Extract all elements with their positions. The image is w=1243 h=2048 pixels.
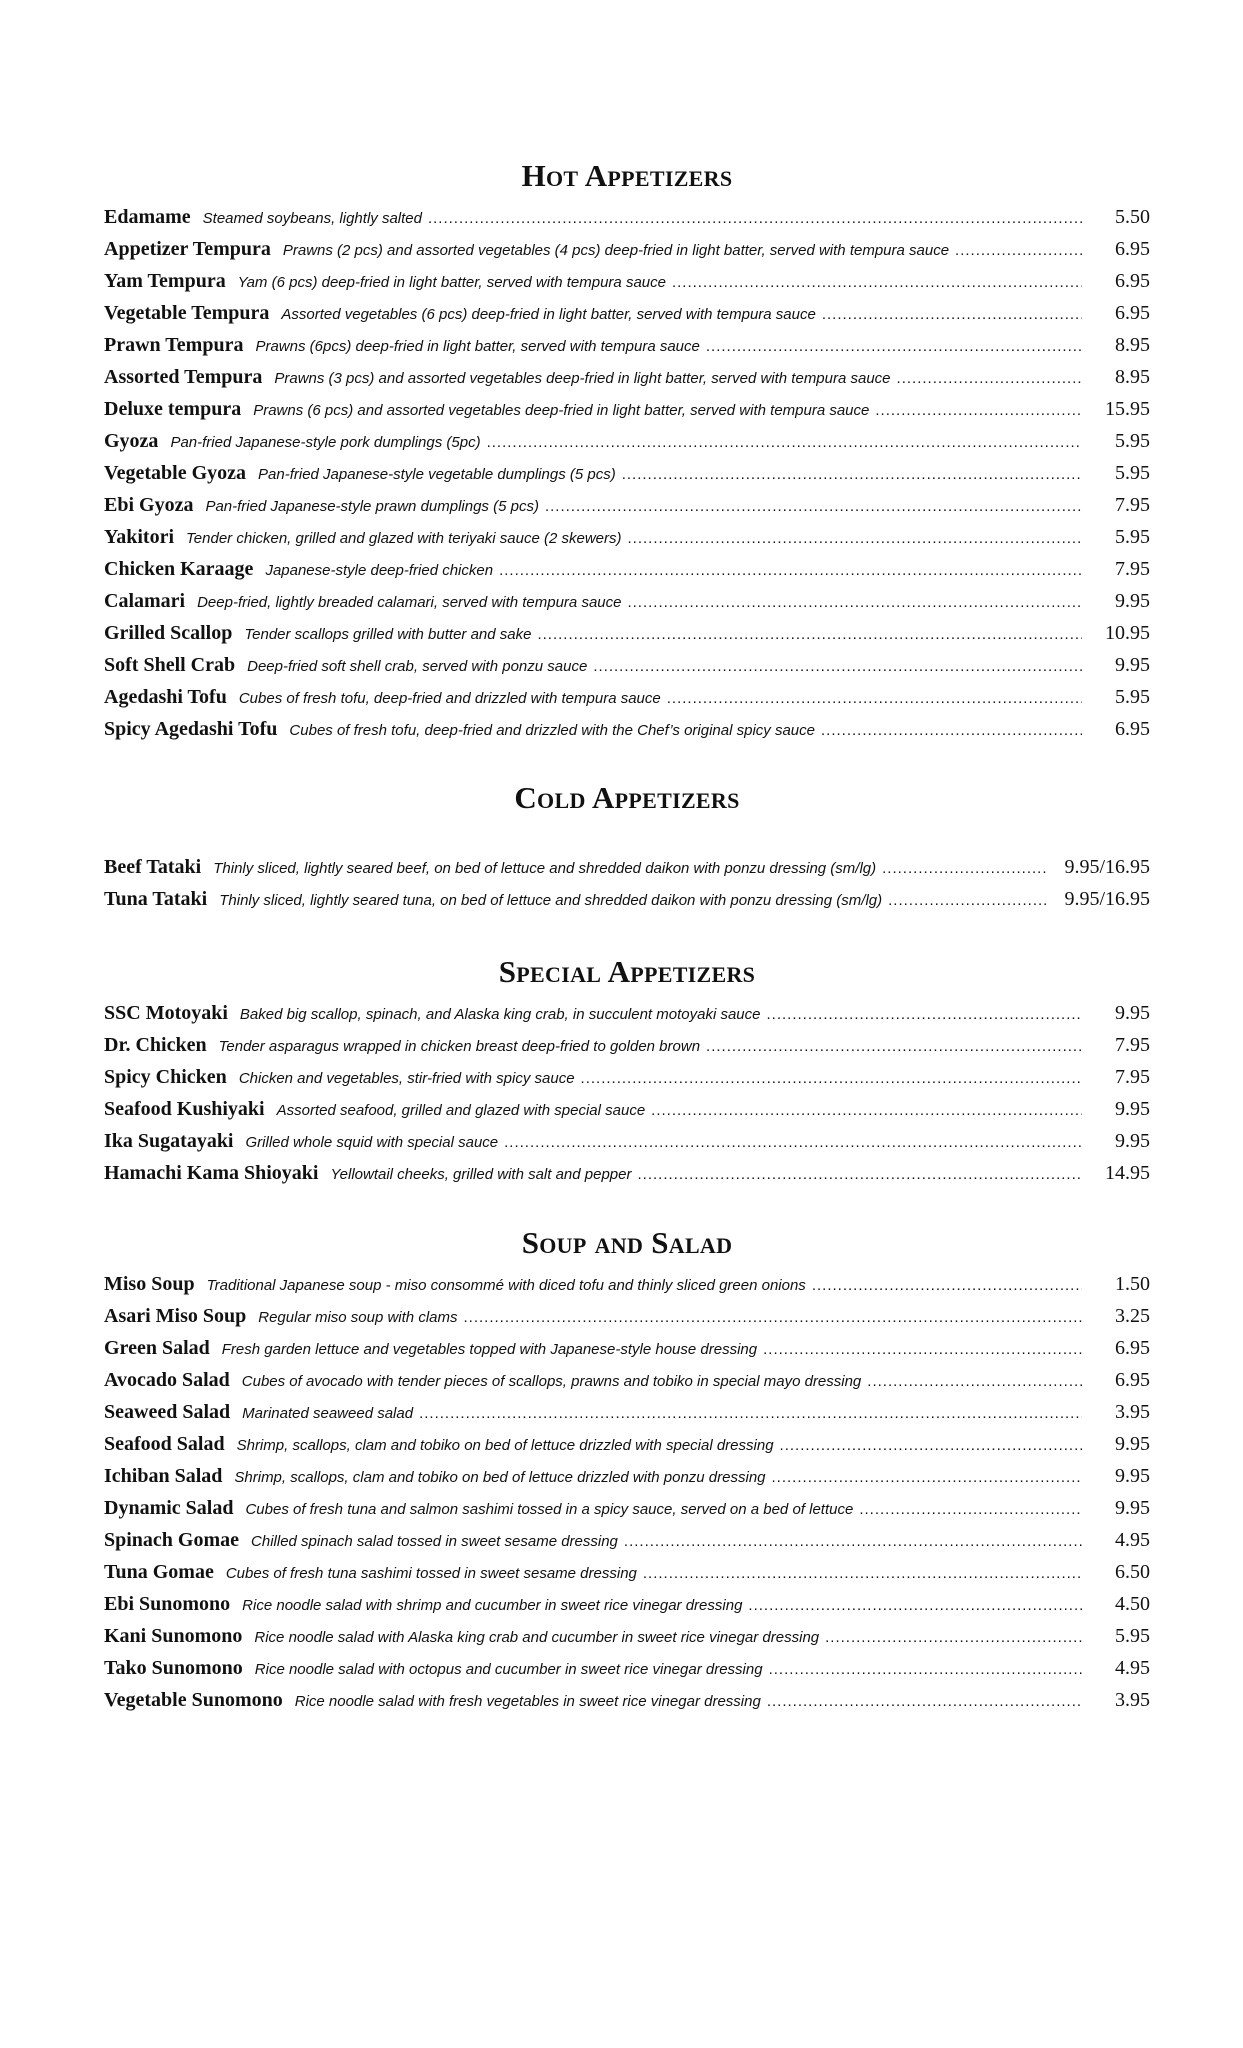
item-description: Pan-fried Japanese-style prawn dumplings (5 pcs) bbox=[205, 498, 539, 515]
menu-item bbox=[104, 1162, 1150, 1194]
item-name: Spicy Agedashi Tofu bbox=[104, 718, 278, 740]
dot-leader bbox=[812, 1277, 1082, 1294]
dot-leader bbox=[628, 530, 1083, 547]
item-name: Appetizer Tempura bbox=[104, 238, 271, 260]
item-description: Prawns (3 pcs) and assorted vegetables deep-fried in light batter, served with tempura sauce bbox=[274, 370, 891, 387]
item-description: Assorted vegetables (6 pcs) deep-fried in light batter, served with tempura sauce bbox=[281, 306, 816, 323]
item-price: 5.50 bbox=[1115, 206, 1150, 228]
item-description: Shrimp, scallops, clam and tobiko on bed of lettuce drizzled with ponzu dressing bbox=[234, 1469, 766, 1486]
item-price: 9.95 bbox=[1115, 1497, 1150, 1519]
item-price: 6.95 bbox=[1115, 302, 1150, 324]
item-name: Seafood Kushiyaki bbox=[104, 1098, 265, 1120]
item-name: Tuna Tataki bbox=[104, 888, 208, 910]
dot-leader bbox=[545, 498, 1082, 515]
menu-item bbox=[104, 856, 1150, 888]
item-price: 5.95 bbox=[1115, 686, 1150, 708]
item-price: 6.95 bbox=[1115, 1337, 1150, 1359]
menu-item bbox=[104, 270, 1150, 302]
dot-leader bbox=[487, 434, 1082, 451]
dot-leader bbox=[428, 210, 1082, 227]
item-price: 5.95 bbox=[1115, 430, 1150, 452]
item-name: Soft Shell Crab bbox=[104, 654, 236, 676]
dot-leader bbox=[627, 594, 1082, 611]
item-name: Hamachi Kama Shioyaki bbox=[104, 1162, 319, 1184]
item-price: 9.95/16.95 bbox=[1064, 888, 1150, 910]
item-price: 6.95 bbox=[1115, 1369, 1150, 1391]
item-description: Assorted seafood, grilled and glazed with special sauce bbox=[276, 1102, 646, 1119]
menu-item bbox=[104, 1034, 1150, 1066]
item-name: Tuna Gomae bbox=[104, 1561, 214, 1583]
item-description: Chicken and vegetables, stir-fried with spicy sauce bbox=[238, 1070, 575, 1087]
dot-leader bbox=[499, 562, 1082, 579]
dot-leader bbox=[667, 690, 1082, 707]
item-price: 6.95 bbox=[1115, 718, 1150, 740]
item-name: Ika Sugatayaki bbox=[104, 1130, 234, 1152]
dot-leader bbox=[624, 1533, 1082, 1550]
dot-leader bbox=[651, 1102, 1082, 1119]
dot-leader bbox=[419, 1405, 1082, 1422]
item-description: Deep-fried, lightly breaded calamari, served with tempura sauce bbox=[197, 594, 622, 611]
item-name: Spicy Chicken bbox=[104, 1066, 227, 1088]
item-name: Beef Tataki bbox=[104, 856, 202, 878]
item-name: Ichiban Salad bbox=[104, 1465, 223, 1487]
dot-leader bbox=[763, 1341, 1082, 1358]
item-price: 4.95 bbox=[1115, 1529, 1150, 1551]
menu-item bbox=[104, 462, 1150, 494]
item-name: Grilled Scallop bbox=[104, 622, 233, 644]
item-price: 5.95 bbox=[1115, 462, 1150, 484]
item-description: Yam (6 pcs) deep-fried in light batter, served with tempura sauce bbox=[237, 274, 666, 291]
item-price: 7.95 bbox=[1115, 558, 1150, 580]
item-description: Grilled whole squid with special sauce bbox=[245, 1134, 499, 1151]
item-price: 9.95 bbox=[1115, 590, 1150, 612]
dot-leader bbox=[772, 1469, 1082, 1486]
item-name: Edamame bbox=[104, 206, 191, 228]
item-price: 9.95 bbox=[1115, 654, 1150, 676]
item-description: Rice noodle salad with Alaska king crab and cucumber in sweet rice vinegar dressing bbox=[254, 1629, 820, 1646]
item-description: Pan-fried Japanese-style pork dumplings (5pc) bbox=[170, 434, 481, 451]
section-soup-and-salad bbox=[104, 1225, 1150, 1721]
item-name: Deluxe tempura bbox=[104, 398, 242, 420]
item-price: 9.95/16.95 bbox=[1064, 856, 1150, 878]
section-title: Special Appetizers bbox=[498, 954, 756, 989]
dot-leader bbox=[825, 1629, 1082, 1646]
dot-leader bbox=[504, 1134, 1082, 1151]
menu-item bbox=[104, 1369, 1150, 1401]
menu-item bbox=[104, 1273, 1150, 1305]
item-description: Fresh garden lettuce and vegetables topped with Japanese-style house dressing bbox=[221, 1341, 758, 1358]
item-name: Calamari bbox=[104, 590, 186, 612]
item-name: Vegetable Tempura bbox=[104, 302, 270, 324]
item-name: Green Salad bbox=[104, 1337, 210, 1359]
menu-item bbox=[104, 654, 1150, 686]
menu-item bbox=[104, 334, 1150, 366]
item-description: Shrimp, scallops, clam and tobiko on bed of lettuce drizzled with special dressing bbox=[236, 1437, 774, 1454]
dot-leader bbox=[780, 1437, 1082, 1454]
item-price: 9.95 bbox=[1115, 1130, 1150, 1152]
item-name: Tako Sunomono bbox=[104, 1657, 243, 1679]
dot-leader bbox=[821, 722, 1082, 739]
menu-item bbox=[104, 1625, 1150, 1657]
menu-item bbox=[104, 888, 1150, 920]
menu-item bbox=[104, 238, 1150, 270]
dot-leader bbox=[638, 1166, 1083, 1183]
item-name: Vegetable Gyoza bbox=[104, 462, 247, 484]
dot-leader bbox=[867, 1373, 1082, 1390]
item-name: Seaweed Salad bbox=[104, 1401, 231, 1423]
item-description: Thinly sliced, lightly seared tuna, on bed of lettuce and shredded daikon with ponzu dressing (sm/lg) bbox=[219, 892, 883, 909]
item-price: 3.95 bbox=[1115, 1401, 1150, 1423]
menu-item bbox=[104, 494, 1150, 526]
dot-leader bbox=[643, 1565, 1082, 1582]
dot-leader bbox=[955, 242, 1082, 259]
item-name: Vegetable Sunomono bbox=[104, 1689, 283, 1711]
item-name: Yam Tempura bbox=[104, 270, 226, 292]
dot-leader bbox=[882, 860, 1046, 877]
item-price: 7.95 bbox=[1115, 1034, 1150, 1056]
item-price: 9.95 bbox=[1115, 1465, 1150, 1487]
item-price: 4.50 bbox=[1115, 1593, 1150, 1615]
item-description: Cubes of fresh tuna and salmon sashimi tossed in a spicy sauce, served on a bed of lettuce bbox=[245, 1501, 854, 1518]
dot-leader bbox=[766, 1006, 1082, 1023]
item-description: Rice noodle salad with shrimp and cucumber in sweet rice vinegar dressing bbox=[242, 1597, 743, 1614]
dot-leader bbox=[622, 466, 1082, 483]
item-name: Assorted Tempura bbox=[104, 366, 263, 388]
item-name: Dr. Chicken bbox=[104, 1034, 207, 1056]
item-price: 3.25 bbox=[1115, 1305, 1150, 1327]
item-description: Thinly sliced, lightly seared beef, on bed of lettuce and shredded daikon with ponzu dressing (sm/lg) bbox=[213, 860, 877, 877]
item-price: 9.95 bbox=[1115, 1002, 1150, 1024]
dot-leader bbox=[593, 658, 1082, 675]
menu-item bbox=[104, 1593, 1150, 1625]
section-special-appetizers bbox=[104, 954, 1150, 1194]
item-name: Asari Miso Soup bbox=[104, 1305, 247, 1327]
item-price: 8.95 bbox=[1115, 366, 1150, 388]
item-description: Deep-fried soft shell crab, served with ponzu sauce bbox=[247, 658, 588, 675]
menu-item bbox=[104, 686, 1150, 718]
item-description: Tender scallops grilled with butter and sake bbox=[244, 626, 532, 643]
item-price: 3.95 bbox=[1115, 1689, 1150, 1711]
item-list bbox=[104, 206, 1150, 750]
item-name: Yakitori bbox=[104, 526, 174, 548]
item-price: 6.95 bbox=[1115, 270, 1150, 292]
item-description: Baked big scallop, spinach, and Alaska king crab, in succulent motoyaki sauce bbox=[239, 1006, 761, 1023]
item-description: Prawns (6pcs) deep-fried in light batter, served with tempura sauce bbox=[255, 338, 700, 355]
dot-leader bbox=[859, 1501, 1082, 1518]
dot-leader bbox=[822, 306, 1082, 323]
section-title: Cold Appetizers bbox=[514, 780, 740, 815]
menu-item bbox=[104, 558, 1150, 590]
menu-item bbox=[104, 1305, 1150, 1337]
item-price: 5.95 bbox=[1115, 1625, 1150, 1647]
menu-item bbox=[104, 1401, 1150, 1433]
item-price: 10.95 bbox=[1105, 622, 1150, 644]
dot-leader bbox=[464, 1309, 1083, 1326]
menu-item bbox=[104, 1561, 1150, 1593]
item-description: Traditional Japanese soup - miso consommé with diced tofu and thinly sliced green onions bbox=[206, 1277, 806, 1294]
menu-item bbox=[104, 1689, 1150, 1721]
item-price: 9.95 bbox=[1115, 1098, 1150, 1120]
item-description: Prawns (6 pcs) and assorted vegetables deep-fried in light batter, served with tempura sauce bbox=[253, 402, 870, 419]
item-price: 8.95 bbox=[1115, 334, 1150, 356]
dot-leader bbox=[888, 892, 1046, 909]
item-description: Steamed soybeans, lightly salted bbox=[202, 210, 422, 227]
item-name: Spinach Gomae bbox=[104, 1529, 240, 1551]
section-hot-appetizers bbox=[104, 158, 1150, 750]
item-description: Pan-fried Japanese-style vegetable dumplings (5 pcs) bbox=[258, 466, 616, 483]
item-price: 4.95 bbox=[1115, 1657, 1150, 1679]
menu-item bbox=[104, 1066, 1150, 1098]
item-name: Agedashi Tofu bbox=[104, 686, 227, 708]
item-price: 5.95 bbox=[1115, 526, 1150, 548]
item-price: 7.95 bbox=[1115, 494, 1150, 516]
menu-item bbox=[104, 1465, 1150, 1497]
item-description: Cubes of fresh tuna sashimi tossed in sweet sesame dressing bbox=[225, 1565, 637, 1582]
item-name: Ebi Sunomono bbox=[104, 1593, 231, 1615]
menu-item bbox=[104, 590, 1150, 622]
menu-item bbox=[104, 718, 1150, 750]
item-name: Kani Sunomono bbox=[104, 1625, 243, 1647]
menu-item bbox=[104, 302, 1150, 334]
menu-item bbox=[104, 1657, 1150, 1689]
dot-leader bbox=[897, 370, 1082, 387]
item-price: 1.50 bbox=[1115, 1273, 1150, 1295]
dot-leader bbox=[748, 1597, 1082, 1614]
item-name: Seafood Salad bbox=[104, 1433, 225, 1455]
item-name: Chicken Karaage bbox=[104, 558, 254, 580]
item-description: Tender chicken, grilled and glazed with teriyaki sauce (2 skewers) bbox=[186, 530, 622, 547]
item-list bbox=[104, 1273, 1150, 1721]
item-name: Dynamic Salad bbox=[104, 1497, 234, 1519]
item-description: Rice noodle salad with fresh vegetables in sweet rice vinegar dressing bbox=[294, 1693, 761, 1710]
item-description: Marinated seaweed salad bbox=[242, 1405, 414, 1422]
menu-item bbox=[104, 622, 1150, 654]
item-description: Japanese-style deep-fried chicken bbox=[265, 562, 494, 579]
item-name: Gyoza bbox=[104, 430, 159, 452]
dot-leader bbox=[769, 1661, 1082, 1678]
item-name: SSC Motoyaki bbox=[104, 1002, 228, 1024]
menu-item bbox=[104, 526, 1150, 558]
menu-item bbox=[104, 1529, 1150, 1561]
section-cold-appetizers bbox=[104, 780, 1150, 920]
menu-item bbox=[104, 398, 1150, 430]
menu-item bbox=[104, 1433, 1150, 1465]
item-list bbox=[104, 1002, 1150, 1194]
dot-leader bbox=[767, 1693, 1082, 1710]
item-description: Prawns (2 pcs) and assorted vegetables (4 pcs) deep-fried in light batter, served with tempura sauce bbox=[282, 242, 950, 259]
dot-leader bbox=[537, 626, 1082, 643]
item-name: Ebi Gyoza bbox=[104, 494, 194, 516]
item-description: Chilled spinach salad tossed in sweet sesame dressing bbox=[251, 1533, 618, 1550]
dot-leader bbox=[672, 274, 1082, 291]
menu-item bbox=[104, 366, 1150, 398]
section-title: Hot Appetizers bbox=[521, 158, 733, 193]
dot-leader bbox=[706, 1038, 1082, 1055]
dot-leader bbox=[875, 402, 1082, 419]
dot-leader bbox=[706, 338, 1082, 355]
item-list bbox=[104, 856, 1150, 920]
item-description: Regular miso soup with clams bbox=[258, 1309, 458, 1326]
item-description: Tender asparagus wrapped in chicken breast deep-fried to golden brown bbox=[218, 1038, 701, 1055]
menu-item bbox=[104, 1098, 1150, 1130]
menu-item bbox=[104, 1002, 1150, 1034]
menu-item bbox=[104, 1337, 1150, 1369]
item-description: Yellowtail cheeks, grilled with salt and pepper bbox=[330, 1166, 632, 1183]
menu-item bbox=[104, 1497, 1150, 1529]
item-price: 6.95 bbox=[1115, 238, 1150, 260]
section-title: Soup and Salad bbox=[521, 1225, 733, 1260]
menu-item bbox=[104, 430, 1150, 462]
item-name: Avocado Salad bbox=[104, 1369, 230, 1391]
item-description: Cubes of avocado with tender pieces of scallops, prawns and tobiko in special mayo dressing bbox=[241, 1373, 862, 1390]
item-price: 14.95 bbox=[1105, 1162, 1150, 1184]
item-price: 15.95 bbox=[1105, 398, 1150, 420]
menu-item bbox=[104, 1130, 1150, 1162]
item-description: Cubes of fresh tofu, deep-fried and drizzled with tempura sauce bbox=[238, 690, 661, 707]
item-price: 7.95 bbox=[1115, 1066, 1150, 1088]
item-description: Cubes of fresh tofu, deep-fried and drizzled with the Chef’s original spicy sauce bbox=[289, 722, 815, 739]
item-price: 6.50 bbox=[1115, 1561, 1150, 1583]
menu-item bbox=[104, 206, 1150, 238]
item-name: Miso Soup bbox=[104, 1273, 195, 1295]
item-price: 9.95 bbox=[1115, 1433, 1150, 1455]
item-description: Rice noodle salad with octopus and cucumber in sweet rice vinegar dressing bbox=[254, 1661, 763, 1678]
item-name: Prawn Tempura bbox=[104, 334, 244, 356]
dot-leader bbox=[581, 1070, 1082, 1087]
